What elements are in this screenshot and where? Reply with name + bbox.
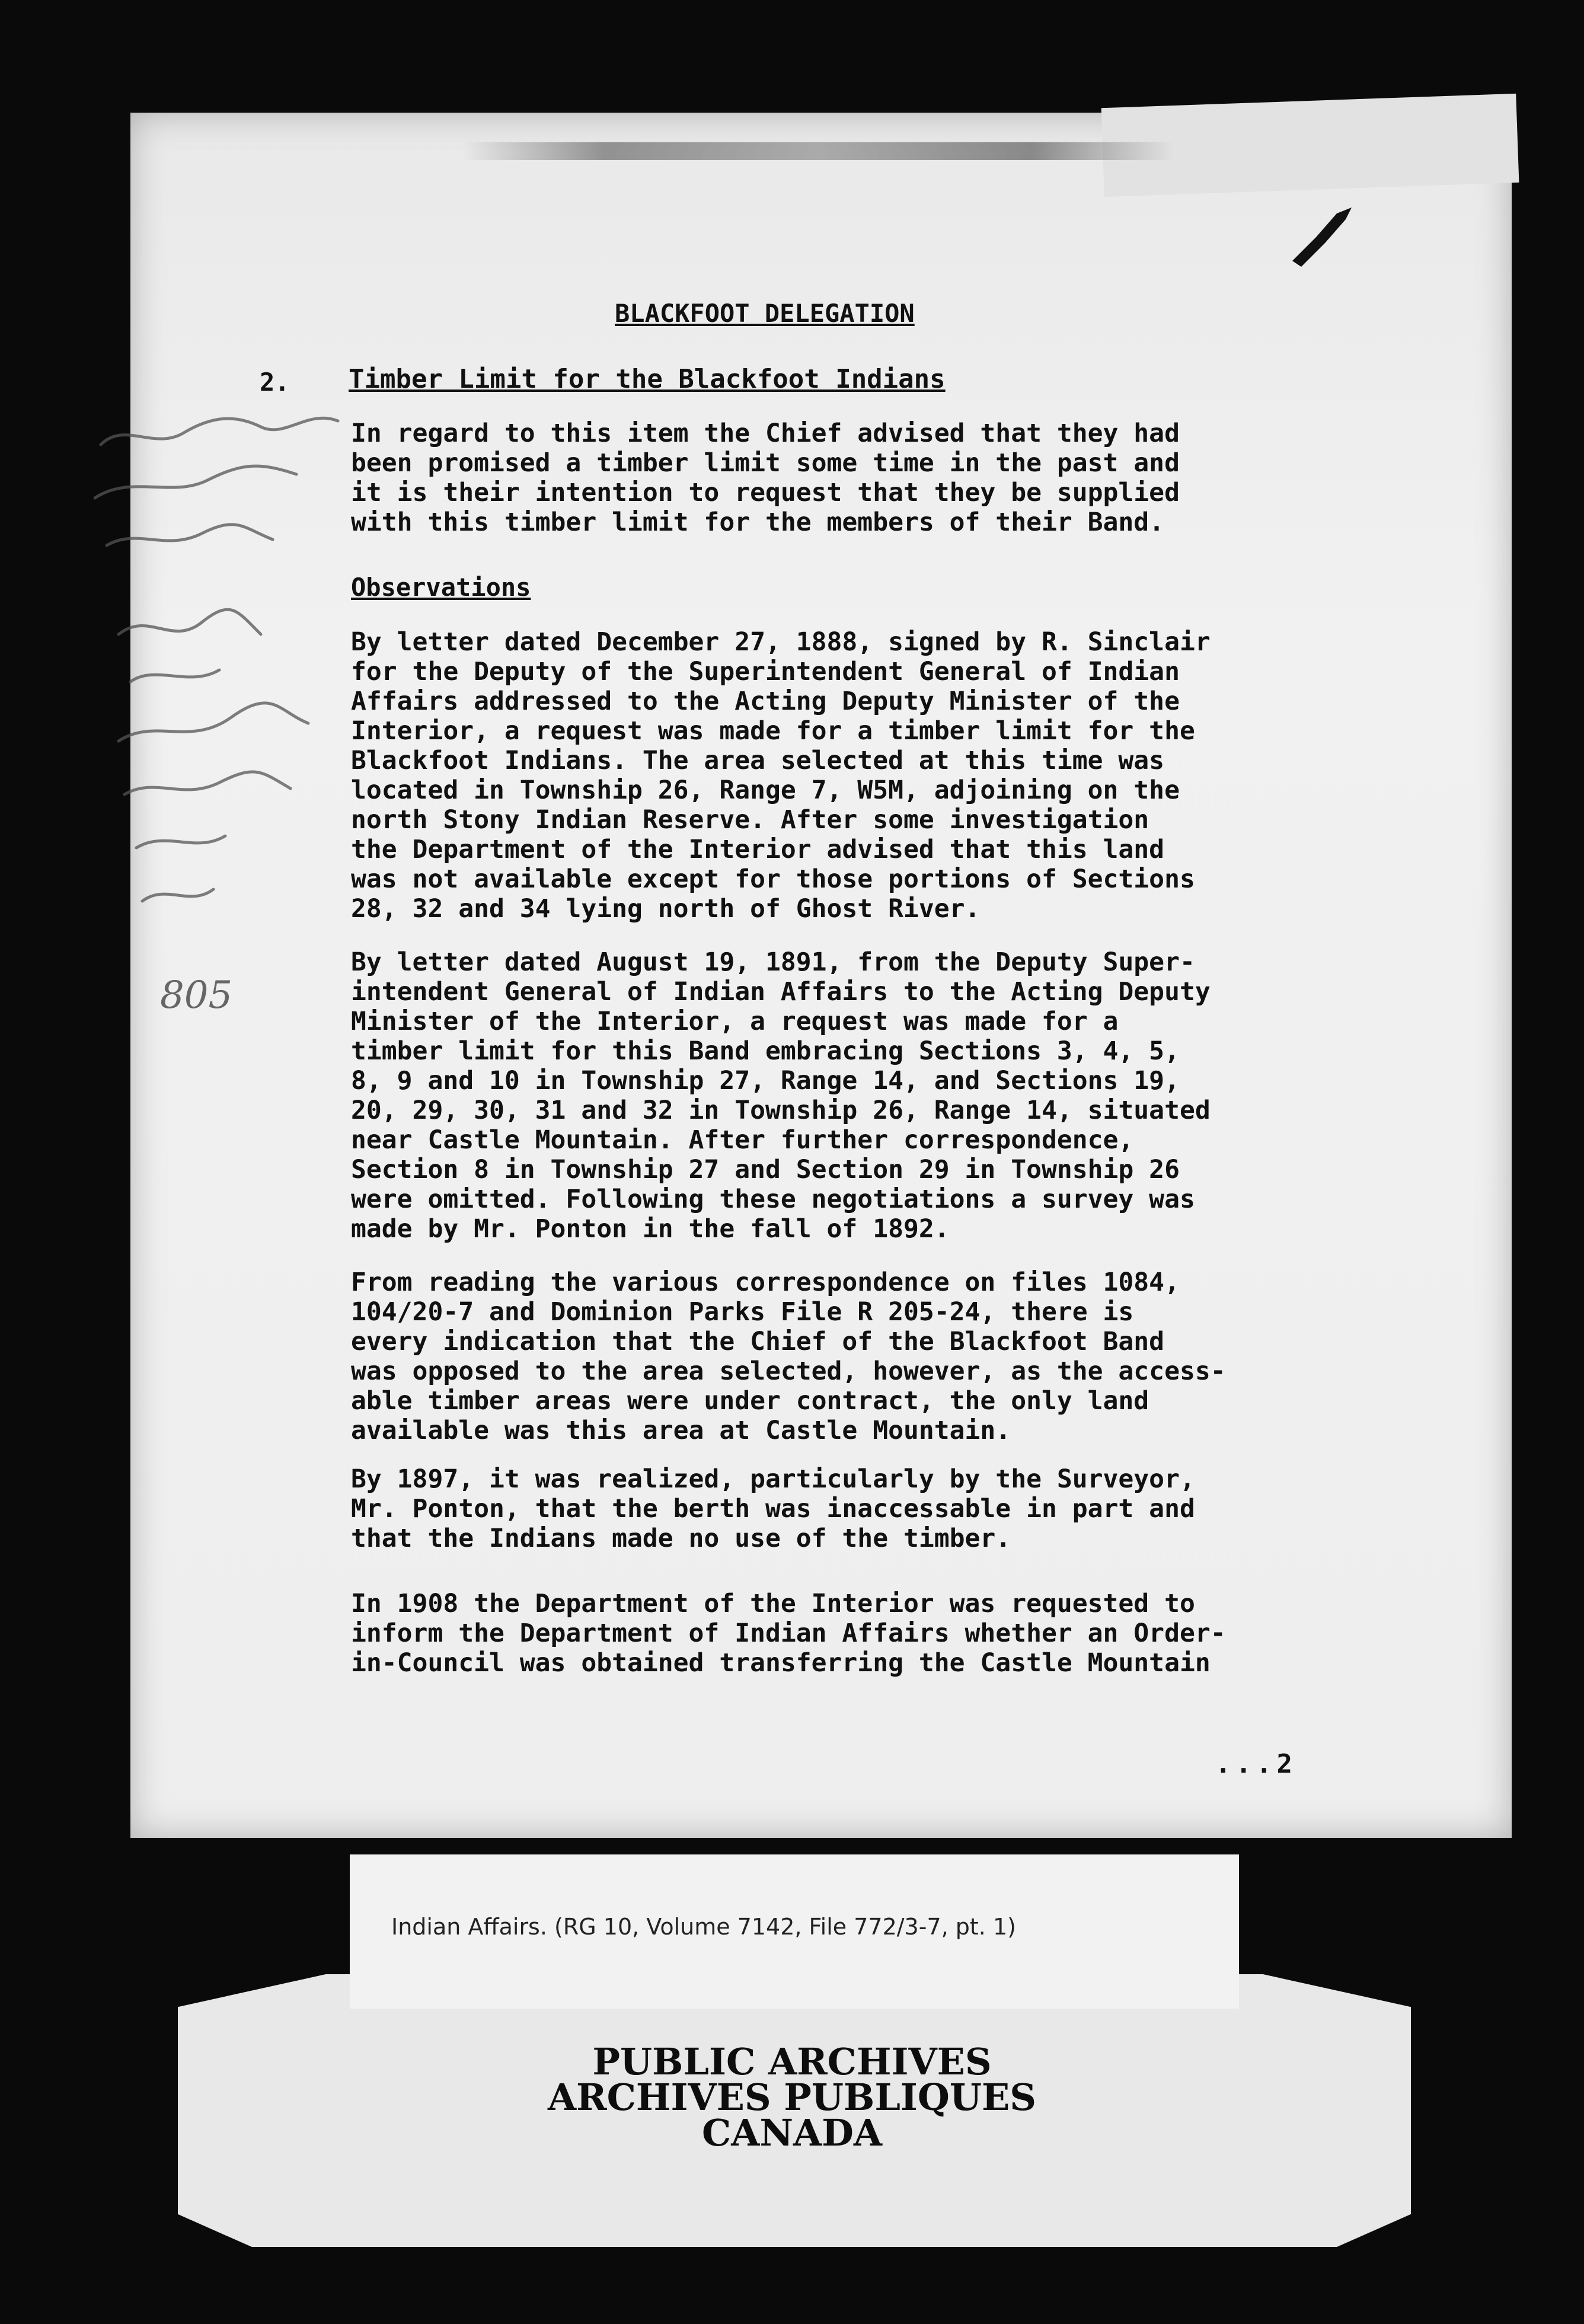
text-line: intendent General of Indian Affairs to the Acting Deputy: [351, 977, 1211, 1007]
text-line: for the Deputy of the Superintendent General of Indian: [351, 657, 1180, 687]
text-line: near Castle Mountain. After further correspondence,: [351, 1125, 1134, 1155]
text-line: By letter dated December 27, 1888, signed by R. Sinclair: [351, 627, 1211, 657]
text-line: were omitted. Following these negotiations a survey was: [351, 1185, 1195, 1214]
observations-heading: Observations: [351, 573, 531, 602]
archive-reference-card: [350, 1854, 1239, 2009]
text-line: Interior, a request was made for a timber limit for the: [351, 716, 1195, 746]
text-line: located in Township 26, Range 7, W5M, adjoining on the: [351, 775, 1180, 805]
document-title: BLACKFOOT DELEGATION: [615, 299, 915, 328]
stamp-line: CANADA: [701, 2111, 883, 2154]
text-line: 104/20-7 and Dominion Parks File R 205-24, there is: [351, 1297, 1134, 1327]
text-line: the Department of the Interior advised that this land: [351, 835, 1165, 864]
text-line: Section 8 in Township 27 and Section 29 in Township 26: [351, 1155, 1180, 1185]
text-line: that the Indians made no use of the timber.: [351, 1524, 1011, 1553]
text-line: timber limit for this Band embracing Sections 3, 4, 5,: [351, 1036, 1180, 1066]
handwritten-margin-notes: [83, 409, 356, 1061]
text-line: Affairs addressed to the Acting Deputy Minister of the: [351, 687, 1180, 716]
text-line: By letter dated August 19, 1891, from the Deputy Super-: [351, 947, 1195, 977]
margin-note-number: 805: [160, 973, 233, 1017]
text-line: every indication that the Chief of the Blackfoot Band: [351, 1327, 1165, 1356]
text-line: in-Council was obtained transferring the Castle Mountain: [351, 1648, 1211, 1678]
text-line: 20, 29, 30, 31 and 32 in Township 26, Range 14, situated: [351, 1096, 1211, 1125]
text-line: it is their intention to request that they be supplied: [351, 478, 1180, 507]
text-line: north Stony Indian Reserve. After some investigation: [351, 805, 1149, 835]
item-number: 2.: [260, 368, 290, 397]
text-line: made by Mr. Ponton in the fall of 1892.: [351, 1214, 950, 1244]
text-line: Minister of the Interior, a request was made for a: [351, 1007, 1119, 1036]
text-line: In regard to this item the Chief advised that they had: [351, 419, 1180, 448]
paragraph-1891-letter: [351, 947, 1394, 1244]
text-line: inform the Department of Indian Affairs whether an Order-: [351, 1618, 1226, 1648]
text-line: From reading the various correspondence on files 1084,: [351, 1268, 1180, 1297]
text-line: available was this area at Castle Mountain.: [351, 1416, 1011, 1445]
intro-paragraph: [351, 419, 1394, 537]
stamp-line: PUBLIC ARCHIVES: [592, 2040, 992, 2083]
paragraph-1908: [351, 1589, 1394, 1678]
stamp-line: ARCHIVES PUBLIQUES: [547, 2076, 1037, 2119]
text-line: 28, 32 and 34 lying north of Ghost River.: [351, 894, 981, 924]
text-line: been promised a timber limit some time in the past and: [351, 448, 1180, 478]
text-line: Blackfoot Indians. The area selected at this time was: [351, 746, 1165, 775]
text-line: was opposed to the area selected, however, as the access-: [351, 1356, 1226, 1386]
text-line: Mr. Ponton, that the berth was inaccessable in part and: [351, 1494, 1195, 1524]
paragraph-1897: [351, 1464, 1394, 1553]
paragraph-1888-letter: [351, 627, 1394, 924]
paragraph-correspondence: [351, 1268, 1394, 1445]
archive-reference: Indian Affairs. (RG 10, Volume 7142, File 772/3-7, pt. 1): [391, 1914, 1016, 1940]
archives-stamp: [0, 2040, 1584, 2154]
pen-check-mark: [1280, 196, 1363, 279]
text-line: In 1908 the Department of the Interior was requested to: [351, 1589, 1195, 1618]
text-line: was not available except for those portions of Sections: [351, 864, 1195, 894]
page-continuation: ...2: [1215, 1749, 1297, 1779]
text-line: By 1897, it was realized, particularly by the Surveyor,: [351, 1464, 1195, 1494]
text-line: 8, 9 and 10 in Township 27, Range 14, and Sections 19,: [351, 1066, 1180, 1096]
text-line: with this timber limit for the members of their Band.: [351, 507, 1165, 537]
item-heading: Timber Limit for the Blackfoot Indians: [349, 364, 946, 394]
show-through-bleed: [462, 142, 1174, 160]
text-line: able timber areas were under contract, the only land: [351, 1386, 1149, 1416]
